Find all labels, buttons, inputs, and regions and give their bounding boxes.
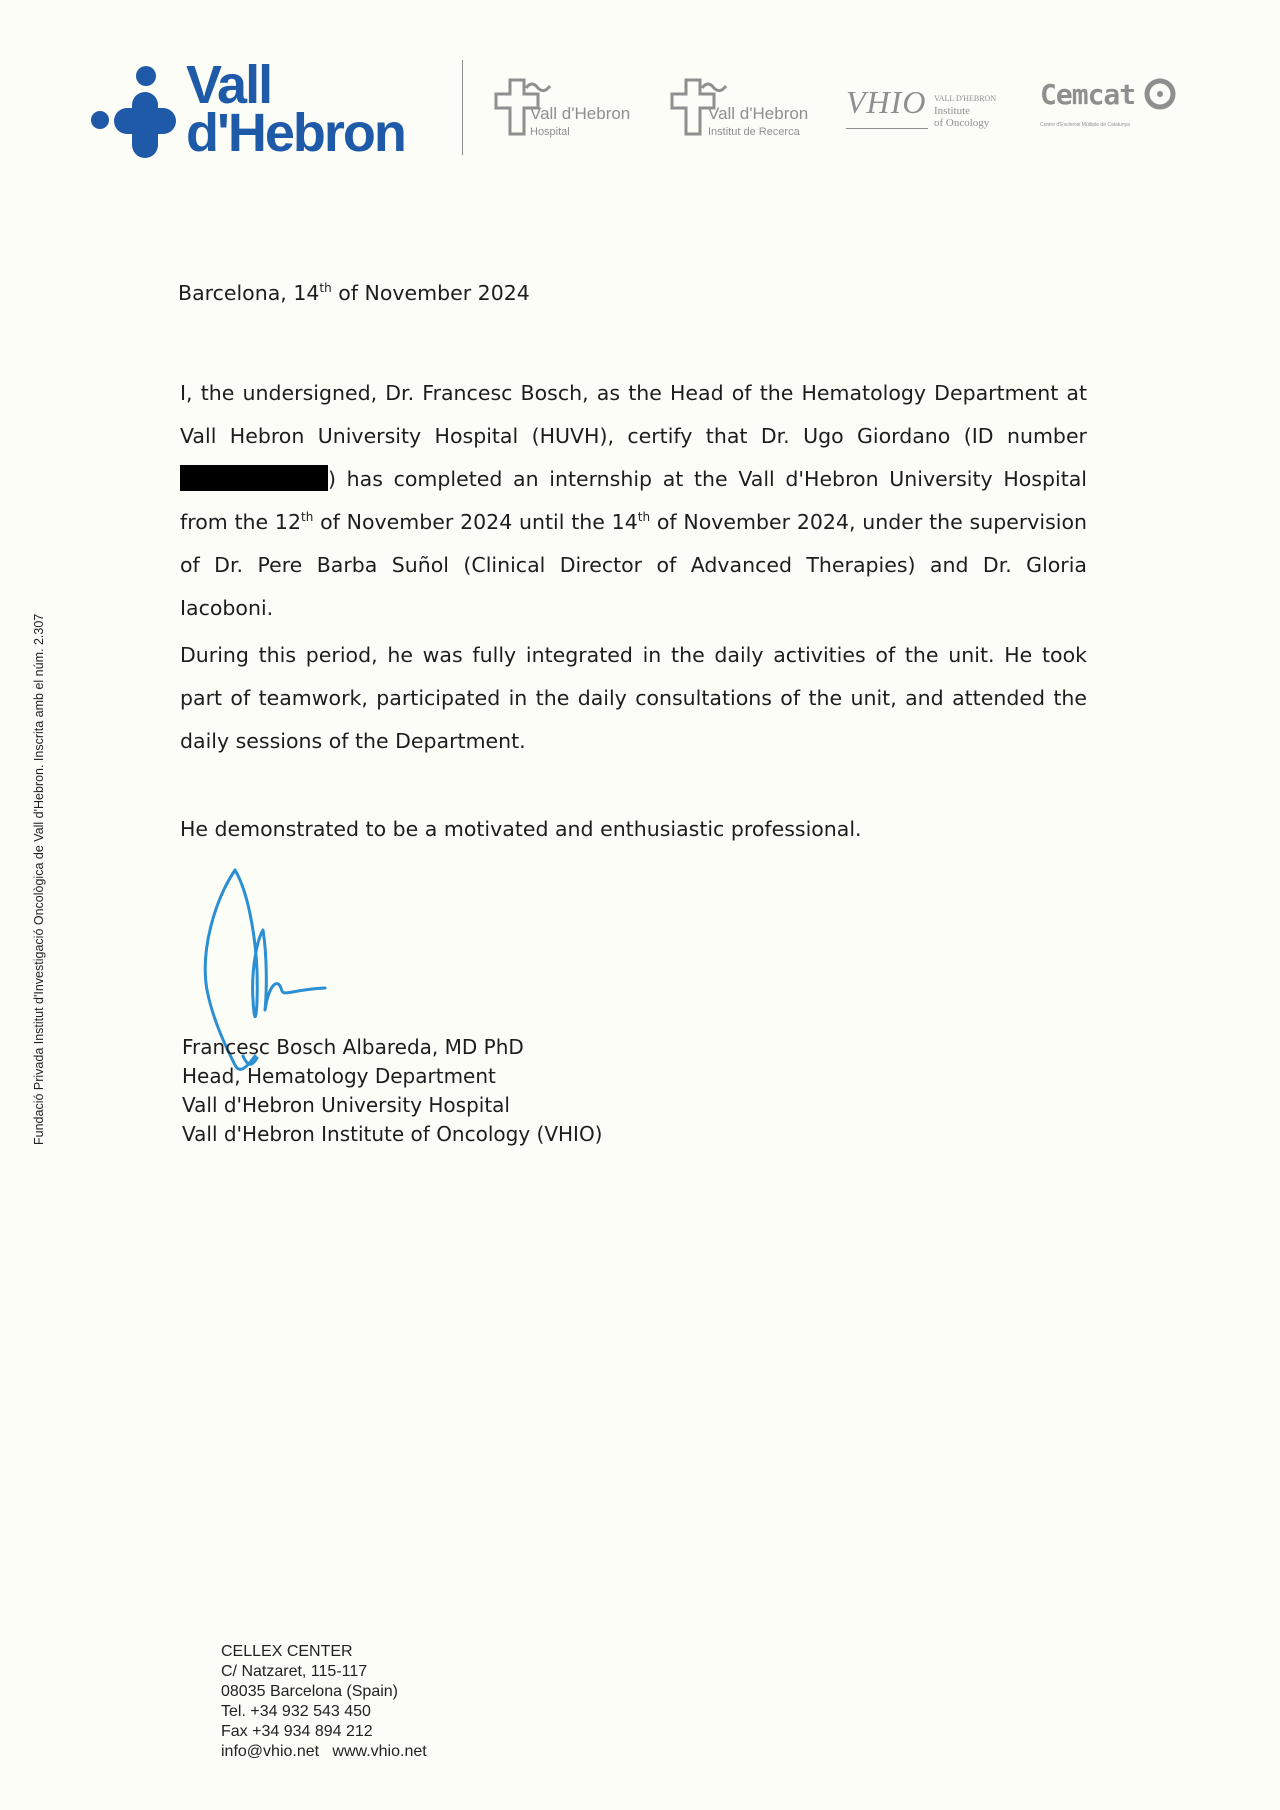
hospital-logo — [492, 76, 652, 140]
cemcat-logo — [1040, 78, 1180, 138]
footer-street: C/ Natzaret, 115-117 — [221, 1663, 368, 1680]
hospital-logo-sub: Hospital — [530, 126, 570, 138]
vall-dhebron-cross-icon — [88, 64, 184, 160]
cemcat-eye-icon — [1144, 78, 1176, 110]
paragraph-activities: During this period, he was fully integrated in the daily activities of the unit. He took part of teamwork, participated in the daily consultations of the unit, and attended the daily sessions of the Department. — [180, 643, 1087, 753]
paragraph-conclusion: He demonstrated to be a motivated and enthusiastic professional. — [180, 817, 862, 841]
hospital-logo-name: Vall d'Hebron — [530, 104, 631, 123]
side-legal-note: Fundació Privada Institut d'Investigació Oncològica de Vall d'Hebron. Inscrita amb el núm. 2.307 — [32, 613, 46, 1145]
header-divider — [462, 60, 463, 155]
recerca-logo-name: Vall d'Hebron — [708, 104, 809, 123]
signature-block — [182, 1033, 782, 1149]
footer-contacts — [221, 1742, 621, 1762]
signatory-name: Francesc Bosch Albareda, MD PhD — [182, 1035, 524, 1059]
footer-phone: Tel. +34 932 543 450 — [221, 1703, 371, 1720]
signatory-org-vhio: Vall d'Hebron Institute of Oncology (VHIO) — [182, 1122, 603, 1146]
signatory-title: Head, Hematology Department — [182, 1064, 496, 1088]
footer-email[interactable]: info@vhio.net — [221, 1743, 320, 1760]
vall-dhebron-logo — [88, 55, 438, 163]
logo-line-dhebron: d'Hebron — [186, 103, 405, 163]
recerca-logo — [668, 76, 828, 140]
paragraph-certification: I, the undersigned, Dr. Francesc Bosch, as the Head of the Hematology Department at Vall Hebron University Hospital (HUVH), certify that Dr. Ugo Giordano (ID number) has completed an internship at the Vall d'Hebron University Hospital from the 12th of November 2024 until the 14th of November 2024, under the supervision of Dr. Pere Barba Suñol (Clinical Director of Advanced Therapies) and Dr. Gloria Iacoboni. — [180, 381, 1087, 620]
footer-address — [221, 1642, 621, 1762]
vhio-logo — [846, 84, 1016, 140]
redacted-id — [180, 465, 328, 491]
vhio-line2: Institute — [934, 105, 971, 117]
cemcat-sub: Centre d'Esclerosi Múltiple de Catalunya — [1040, 122, 1130, 128]
signatory-org-hospital: Vall d'Hebron University Hospital — [182, 1093, 510, 1117]
footer-fax: Fax +34 934 894 212 — [221, 1723, 373, 1740]
vhio-mark: VHIO — [846, 84, 927, 120]
footer-website[interactable]: www.vhio.net — [332, 1743, 427, 1760]
cemcat-mark: Cemcat — [1040, 78, 1136, 111]
vhio-underline — [846, 128, 928, 129]
vhio-line3: of Oncology — [934, 117, 990, 129]
footer-center-name: CELLEX CENTER — [221, 1643, 353, 1660]
logo-line-vall: Vall — [186, 55, 272, 115]
letter-date: Barcelona, 14th of November 2024 — [178, 281, 530, 305]
footer-city: 08035 Barcelona (Spain) — [221, 1683, 399, 1700]
vhio-line1: VALL D'HEBRON — [934, 94, 997, 103]
recerca-logo-sub: Institut de Recerca — [708, 126, 800, 138]
